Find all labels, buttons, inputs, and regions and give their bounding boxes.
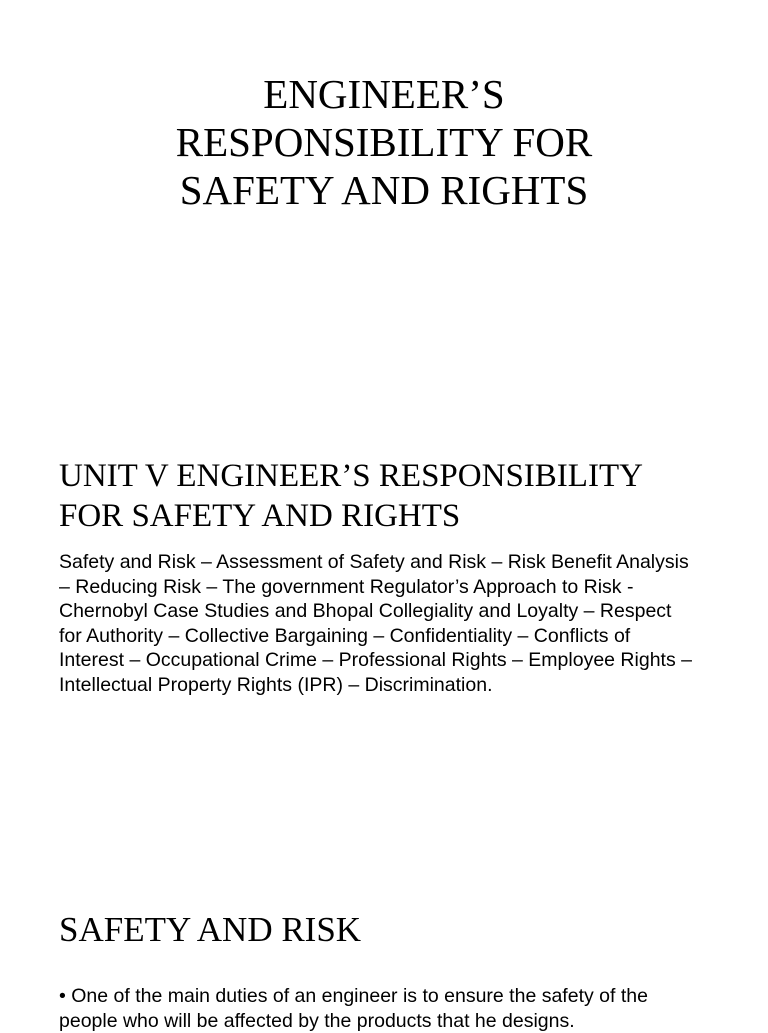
topics-line: Intellectual Property Rights (IPR) – Discrimination. [59,673,739,698]
title-line: SAFETY AND RIGHTS [0,166,768,214]
unit-heading-line: UNIT V ENGINEER’S RESPONSIBILITY [59,456,739,496]
safety-bullet-list [59,984,739,1033]
title-line: RESPONSIBILITY FOR [0,118,768,166]
unit-heading [59,456,739,536]
safety-and-risk-slide [0,890,768,1024]
title-slide [0,0,768,420]
unit-overview-slide [0,420,768,890]
document-title [0,70,768,214]
topics-line: Interest – Occupational Crime – Professional Rights – Employee Rights – [59,648,739,673]
unit-topics-paragraph [59,550,739,697]
topics-line: Chernobyl Case Studies and Bhopal Collegiality and Loyalty – Respect [59,599,739,624]
unit-heading-line: FOR SAFETY AND RIGHTS [59,496,739,536]
bullet-line: • One of the main duties of an engineer is to ensure the safety of the [59,984,739,1009]
safety-heading: SAFETY AND RISK [59,910,361,950]
topics-line: Safety and Risk – Assessment of Safety and Risk – Risk Benefit Analysis [59,550,739,575]
topics-line: for Authority – Collective Bargaining – Confidentiality – Conflicts of [59,624,739,649]
topics-line: – Reducing Risk – The government Regulator’s Approach to Risk - [59,575,739,600]
bullet-line: people who will be affected by the products that he designs. [59,1009,739,1033]
title-line: ENGINEER’S [0,70,768,118]
